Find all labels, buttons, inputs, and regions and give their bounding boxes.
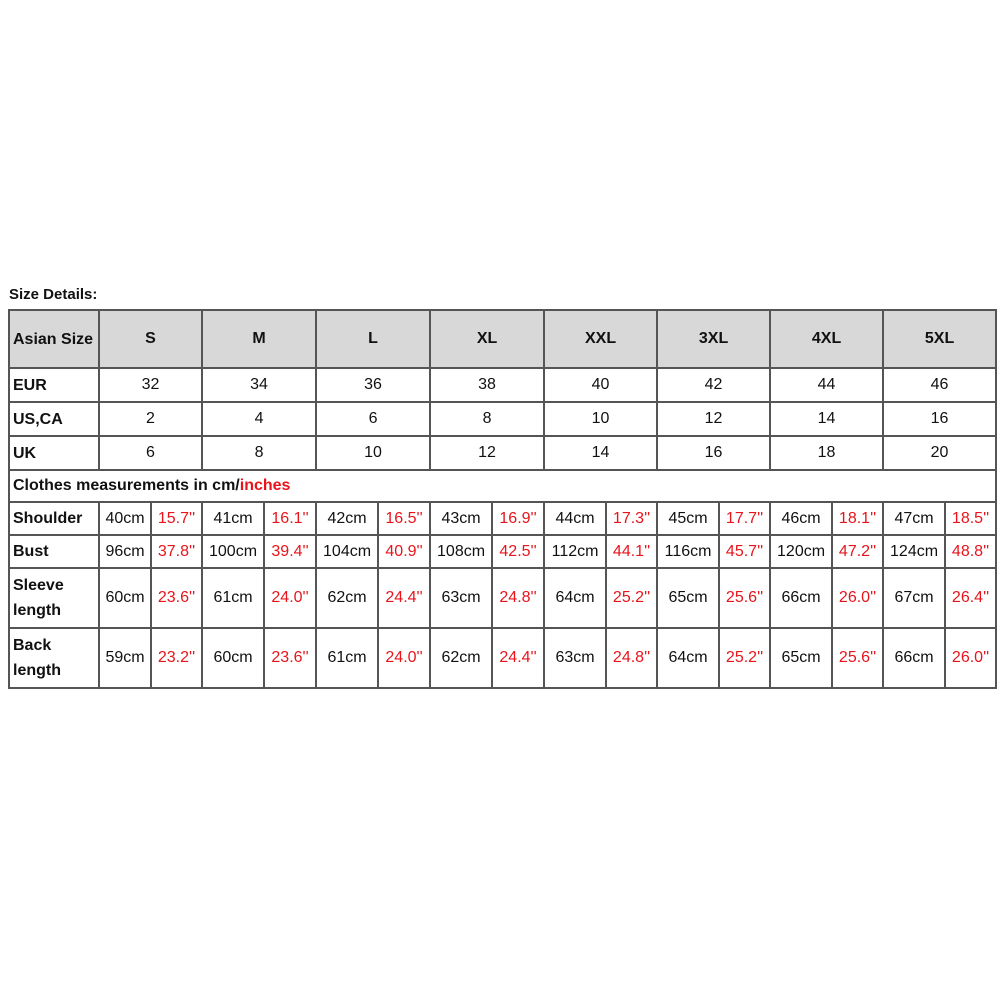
table-cell: 14 [544, 436, 657, 470]
inch-cell: 25.2'' [719, 628, 770, 688]
inch-cell: 40.9'' [378, 535, 430, 568]
section-heading [9, 470, 996, 502]
cm-cell: 60cm [99, 568, 151, 628]
cm-cell: 61cm [202, 568, 264, 628]
row-label: EUR [9, 368, 99, 402]
table-cell: 8 [202, 436, 316, 470]
size-header: M [202, 310, 316, 368]
inch-cell: 17.3'' [606, 502, 657, 535]
size-chart-table [8, 309, 997, 689]
table-cell: 12 [657, 402, 770, 436]
table-cell: 44 [770, 368, 883, 402]
table-cell: 16 [883, 402, 996, 436]
inch-cell: 42.5'' [492, 535, 544, 568]
inch-cell: 37.8'' [151, 535, 202, 568]
table-cell: 10 [544, 402, 657, 436]
table-cell: 20 [883, 436, 996, 470]
inch-cell: 24.0'' [378, 628, 430, 688]
inch-cell: 24.4'' [378, 568, 430, 628]
cm-cell: 65cm [657, 568, 719, 628]
cm-cell: 47cm [883, 502, 945, 535]
size-header: 4XL [770, 310, 883, 368]
table-cell: 46 [883, 368, 996, 402]
cm-cell: 62cm [316, 568, 378, 628]
table-row [9, 568, 996, 628]
table-cell: 16 [657, 436, 770, 470]
inch-cell: 16.9'' [492, 502, 544, 535]
table-row [9, 502, 996, 535]
table-cell: 32 [99, 368, 202, 402]
size-header: 5XL [883, 310, 996, 368]
cm-cell: 66cm [770, 568, 832, 628]
inch-cell: 16.1'' [264, 502, 316, 535]
row-label: Sleeve length [9, 568, 99, 628]
table-cell: 38 [430, 368, 544, 402]
row-label: Shoulder [9, 502, 99, 535]
page-title: Size Details: [9, 286, 98, 303]
cm-cell: 96cm [99, 535, 151, 568]
inch-cell: 24.0'' [264, 568, 316, 628]
table-cell: 6 [99, 436, 202, 470]
table-cell: 4 [202, 402, 316, 436]
cm-cell: 67cm [883, 568, 945, 628]
table-cell: 40 [544, 368, 657, 402]
size-header: L [316, 310, 430, 368]
cm-cell: 100cm [202, 535, 264, 568]
inch-cell: 24.8'' [492, 568, 544, 628]
row-label: UK [9, 436, 99, 470]
cm-cell: 120cm [770, 535, 832, 568]
size-header: 3XL [657, 310, 770, 368]
row-label: Bust [9, 535, 99, 568]
table-row [9, 368, 996, 402]
inch-cell: 45.7'' [719, 535, 770, 568]
inch-cell: 25.6'' [719, 568, 770, 628]
inch-cell: 16.5'' [378, 502, 430, 535]
cm-cell: 112cm [544, 535, 606, 568]
cm-cell: 104cm [316, 535, 378, 568]
table-cell: 18 [770, 436, 883, 470]
section-heading-prefix: Clothes measurements in cm/ [13, 477, 240, 494]
size-header: XXL [544, 310, 657, 368]
cm-cell: 60cm [202, 628, 264, 688]
table-cell: 42 [657, 368, 770, 402]
cm-cell: 108cm [430, 535, 492, 568]
cm-cell: 63cm [544, 628, 606, 688]
size-header: XL [430, 310, 544, 368]
cm-cell: 43cm [430, 502, 492, 535]
inch-cell: 26.4'' [945, 568, 996, 628]
inch-cell: 26.0'' [945, 628, 996, 688]
inch-cell: 24.8'' [606, 628, 657, 688]
row-label: Back length [9, 628, 99, 688]
table-row [9, 535, 996, 568]
cm-cell: 64cm [657, 628, 719, 688]
cm-cell: 41cm [202, 502, 264, 535]
row-label: Asian Size [9, 310, 99, 368]
inch-cell: 17.7'' [719, 502, 770, 535]
table-row [9, 402, 996, 436]
inch-cell: 18.1'' [832, 502, 883, 535]
header-row [9, 310, 996, 368]
inch-cell: 47.2'' [832, 535, 883, 568]
section-row [9, 470, 996, 502]
table-cell: 2 [99, 402, 202, 436]
inch-cell: 25.2'' [606, 568, 657, 628]
cm-cell: 66cm [883, 628, 945, 688]
cm-cell: 45cm [657, 502, 719, 535]
inch-cell: 25.6'' [832, 628, 883, 688]
inch-cell: 44.1'' [606, 535, 657, 568]
section-heading-highlight: inches [239, 477, 291, 494]
cm-cell: 63cm [430, 568, 492, 628]
cm-cell: 46cm [770, 502, 832, 535]
table-cell: 34 [202, 368, 316, 402]
inch-cell: 23.6'' [264, 628, 316, 688]
inch-cell: 23.2'' [151, 628, 202, 688]
inch-cell: 15.7'' [151, 502, 202, 535]
cm-cell: 40cm [99, 502, 151, 535]
table-row [9, 628, 996, 688]
table-row [9, 436, 996, 470]
inch-cell: 48.8'' [945, 535, 996, 568]
cm-cell: 65cm [770, 628, 832, 688]
cm-cell: 62cm [430, 628, 492, 688]
table-cell: 8 [430, 402, 544, 436]
table-cell: 36 [316, 368, 430, 402]
cm-cell: 44cm [544, 502, 606, 535]
inch-cell: 24.4'' [492, 628, 544, 688]
cm-cell: 116cm [657, 535, 719, 568]
cm-cell: 64cm [544, 568, 606, 628]
cm-cell: 61cm [316, 628, 378, 688]
size-header: S [99, 310, 202, 368]
cm-cell: 59cm [99, 628, 151, 688]
inch-cell: 23.6'' [151, 568, 202, 628]
cm-cell: 124cm [883, 535, 945, 568]
table-cell: 10 [316, 436, 430, 470]
table-cell: 12 [430, 436, 544, 470]
table-cell: 14 [770, 402, 883, 436]
inch-cell: 39.4'' [264, 535, 316, 568]
cm-cell: 42cm [316, 502, 378, 535]
inch-cell: 26.0'' [832, 568, 883, 628]
row-label: US,CA [9, 402, 99, 436]
inch-cell: 18.5'' [945, 502, 996, 535]
table-cell: 6 [316, 402, 430, 436]
